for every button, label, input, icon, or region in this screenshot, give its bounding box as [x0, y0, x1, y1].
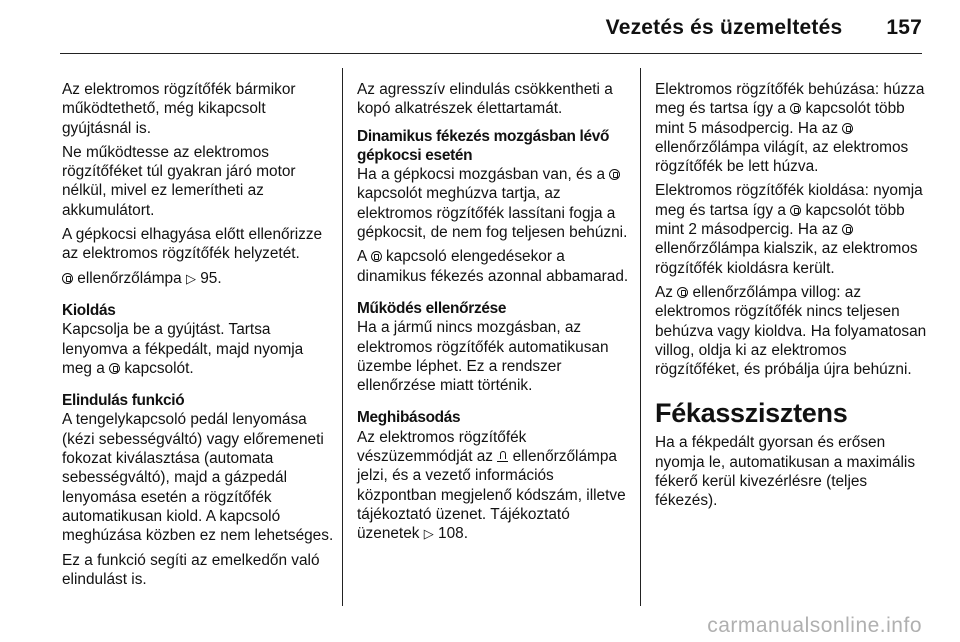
paragraph: Ez a funkció segíti az emelkedőn való elindulást is. — [62, 551, 320, 588]
paragraph — [655, 283, 927, 379]
parking-brake-icon — [790, 103, 801, 114]
heading-dynamic-braking: Dinamikus fékezés mozgásban lévő gépkocsi esetén — [357, 127, 610, 164]
page-number: 157 — [886, 16, 922, 39]
paragraph: Az elektromos rögzítőfék bármikor működtethető, még kikapcsolt gyújtásnál is. — [62, 81, 296, 137]
paragraph — [62, 320, 334, 378]
parking-brake-icon — [371, 251, 382, 262]
page-ref[interactable]: 108. — [438, 525, 468, 543]
text: kapcsolót meghúzva tartja, az elektromos rögzítőfék lassítani fogja a gépkocsit, de nem fog teljesen behúzni. — [357, 185, 628, 242]
text: kapcsolót. — [124, 359, 194, 377]
text: ellenőrzőlámpa villog: az elektromos rögzítőfék nincs teljesen behúzva vagy kioldva. Ha folyamatosan villog, oldja ki az elektromos rögzítőféket, és próbálja újra behúzni. — [655, 283, 927, 379]
page-ref-arrow-icon: ▷ — [185, 270, 196, 286]
text: Az — [655, 283, 673, 301]
paragraph: Ha a fékpedált gyorsan és erősen nyomja le, automatikusan a maximális fékerő kerül kivezérlésre (teljes fékezés). — [655, 434, 916, 510]
paragraph — [357, 165, 629, 242]
text: kapcsolót több mint 2 másodpercig. Ha az — [655, 201, 905, 239]
section-title: Vezetés és üzemeltetés — [605, 16, 843, 39]
paragraph: A gépkocsi elhagyása előtt ellenőrizze az elektromos rögzítőfék helyzetét. — [62, 226, 323, 263]
text: kapcsolót több mint 5 másodpercig. Ha az — [655, 100, 905, 137]
parking-brake-icon — [790, 205, 801, 216]
paragraph — [357, 428, 629, 544]
header-rule — [60, 53, 922, 54]
column-1 — [62, 80, 334, 594]
parking-brake-icon — [842, 123, 853, 134]
text: A — [357, 248, 367, 266]
page-header — [606, 16, 922, 40]
text: ellenőrzőlámpa világít, az elektromos rögzítőfék be lett húzva. — [655, 138, 909, 176]
paragraph — [357, 247, 629, 286]
paragraph: A tengelykapcsoló pedál lenyomása (kézi sebességváltó) vagy előremeneti fokozat kiválasztása (automata sebességváltó), majd a gázpedál lenyomása esetén a rögzítőfék automatikusan kiold. A kapcsoló meghúzása közben ez nem lehetséges. — [62, 411, 334, 545]
text: kapcsoló elengedésekor a dinamikus fékezés azonnal abbamarad. — [357, 248, 629, 285]
heading-release: Kioldás — [62, 301, 116, 319]
page-ref[interactable]: 95. — [200, 269, 222, 287]
heading-brake-assist: Fékasszisztens — [655, 398, 848, 429]
text: ellenőrzőlámpa jelzi, és a vezető információs központban megjelenő kódszám, illetve tájékoztató üzenet. — [357, 448, 626, 523]
service-warning-icon — [497, 451, 508, 462]
paragraph — [62, 269, 334, 288]
parking-brake-icon — [609, 169, 620, 180]
text: Elektromos rögzítőfék behúzása: húzza meg és tartsa így a — [655, 81, 925, 118]
text: ellenőrzőlámpa — [77, 269, 182, 287]
heading-fault: Meghibásodás — [357, 409, 461, 427]
text: Ha a gépkocsi mozgásban van, és a — [357, 166, 606, 184]
page-ref-arrow-icon: ▷ — [423, 526, 434, 542]
paragraph: Ha a jármű nincs mozgásban, az elektromos rögzítőfék automatikusan üzembe léphet. Ez a rendszer ellenőrzése miatt történik. — [357, 319, 609, 395]
heading-function-check: Működés ellenőrzése — [357, 299, 507, 317]
paragraph — [655, 181, 927, 277]
text: Tájékoztató üzenetek — [357, 505, 570, 543]
text: ellenőrzőlámpa kialszik, az elektromos rögzítőfék kioldásra került. — [655, 240, 918, 277]
watermark: carmanualsonline.info — [707, 614, 922, 637]
paragraph — [655, 80, 927, 176]
column-divider — [640, 68, 641, 606]
text: Kapcsolja be a gyújtást. Tartsa lenyomva a fékpedált, majd nyomja meg a — [62, 321, 304, 377]
column-2 — [357, 80, 629, 549]
parking-brake-icon — [677, 287, 688, 298]
text: Elektromos rögzítőfék kioldása: nyomja meg és tartsa így a — [655, 182, 923, 219]
paragraph: Az agresszív elindulás csökkentheti a kopó alkatrészek élettartamát. — [357, 81, 613, 118]
parking-brake-icon — [842, 224, 853, 235]
column-3 — [655, 80, 927, 516]
column-divider — [342, 68, 343, 606]
heading-drive-away: Elindulás funkció — [62, 392, 185, 410]
parking-brake-icon — [109, 363, 120, 374]
text: Az elektromos rögzítőfék vészüzemmódját az — [357, 428, 527, 466]
paragraph: Ne működtesse az elektromos rögzítőféket túl gyakran járó motor nélkül, mivel ez lemerítheti az akkumulátort. — [62, 143, 296, 219]
parking-brake-icon — [62, 273, 73, 284]
